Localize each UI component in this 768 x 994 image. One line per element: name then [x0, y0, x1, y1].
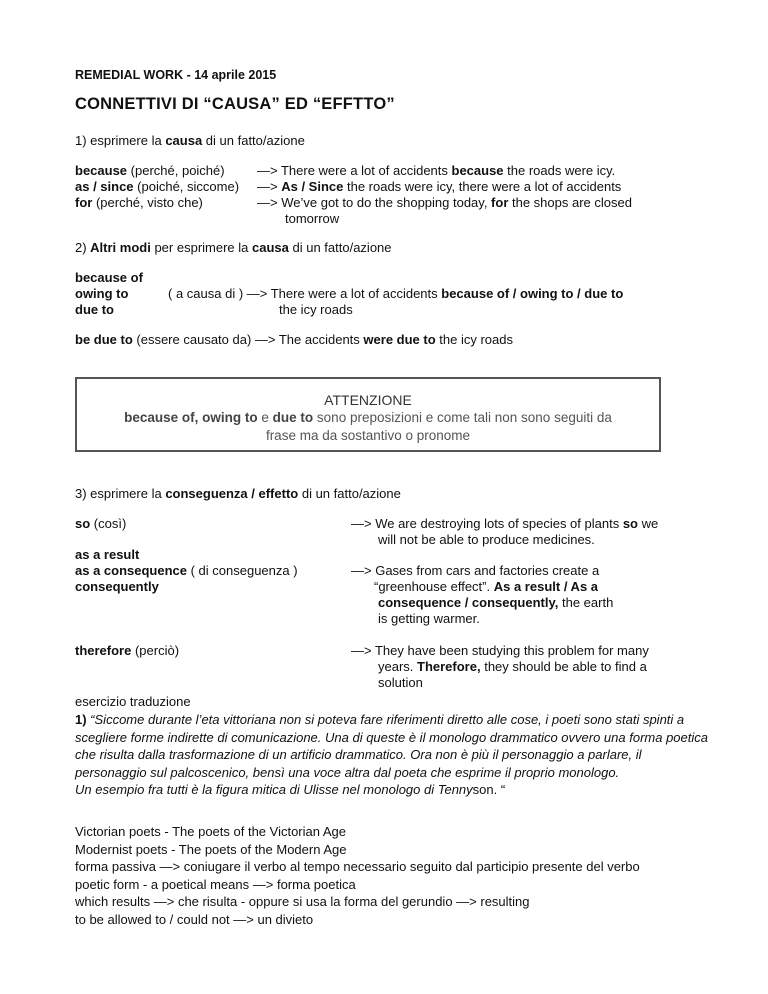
note-line: Modernist poets - The poets of the Modern Age — [75, 841, 347, 857]
s1-example-because: —> There were a lot of accidents because the roads were icy. — [257, 163, 616, 178]
s2-be-due-to: be due to (essere causato da) —> The accidents were due to the icy roads — [75, 332, 513, 347]
s3-example-result-3: consequence / consequently, the earth — [378, 595, 614, 610]
section-3-heading: 3) esprimere la conseguenza / effetto di un fatto/azione — [75, 486, 401, 501]
s3-term-so: so (così) — [75, 516, 127, 531]
document-header: REMEDIAL WORK - 14 aprile 2015 — [75, 68, 277, 82]
s3-example-therefore-3: solution — [378, 675, 423, 690]
s1-term-because: because (perché, poiché) — [75, 163, 225, 178]
s3-example-result-1: —> Gases from cars and factories create a — [351, 563, 600, 578]
s1-example-for: —> We’ve got to do the shopping today, for the shops are closed — [257, 195, 632, 210]
s1-term-for: for (perché, visto che) — [75, 195, 203, 210]
s3-term-therefore: therefore (perciò) — [75, 643, 180, 658]
note-line: forma passiva —> coniugare il verbo al tempo necessario seguito dal participio presente del verbo — [75, 859, 640, 874]
exercise-label: esercizio traduzione — [75, 694, 191, 709]
notes-list — [75, 823, 725, 928]
s2-example-cont: the icy roads — [279, 302, 353, 317]
s1-example-as-since: —> As / Since the roads were icy, there were a lot of accidents — [257, 179, 622, 194]
s3-example-result-4: is getting warmer. — [378, 611, 480, 626]
note-line: which results —> che risulta - oppure si usa la forma del gerundio —> resulting — [75, 894, 530, 909]
s3-example-so-2: will not be able to produce medicines. — [378, 532, 595, 547]
s2-term-owing-to: owing to — [75, 286, 129, 301]
s1-term-as-since: as / since (poiché, siccome) — [75, 179, 240, 194]
section-2-heading: 2) Altri modi per esprimere la causa di un fatto/azione — [75, 240, 392, 255]
exercise-text: 1) “Siccome durante l’eta vittoriana non si poteva fare riferimenti diretto alle cose, i poeti sono stati spinti a scegliere forme indirette di comunicazione. Una di queste è il monologo drammatico ovvero una forma poetica che risulta dalla trasformazione di un artificio drammatico. Ora non è più il personaggio a parlare, il personaggio sul palcoscenico, bensì una voce altra dal poeta che esprime il proprio monologo. Un esempio fra tutti è la figura mitica di Ulisse nel monologo di Tennyson. “ — [75, 712, 708, 797]
attention-text-line2: frase ma da sostantivo o pronome — [265, 428, 471, 443]
note-line: poetic form - a poetical means —> forma poetica — [75, 876, 356, 892]
attention-title: ATTENZIONE — [324, 392, 412, 408]
s3-term-as-a-result: as a result — [75, 547, 140, 562]
attention-text: because of, owing to e due to sono preposizioni e come tali non sono seguiti da — [124, 410, 612, 425]
s3-example-therefore-1: —> They have been studying this problem for many — [351, 643, 649, 658]
s3-example-so-1: —> We are destroying lots of species of plants so we — [351, 516, 659, 531]
section-1-heading: 1) esprimere la causa di un fatto/azione — [75, 133, 305, 148]
note-line: Victorian poets - The poets of the Victorian Age — [75, 824, 347, 839]
s3-term-consequently: consequently — [75, 579, 159, 594]
s2-term-due-to: due to — [75, 302, 114, 317]
s3-example-therefore-2: years. Therefore, they should be able to find a — [378, 659, 647, 674]
s1-example-for-cont: tomorrow — [285, 211, 340, 226]
s2-term-because-of: because of — [75, 270, 143, 285]
document-title: CONNETTIVI DI “CAUSA” ED “EFFTTO” — [75, 95, 395, 113]
s3-term-as-a-consequence: as a consequence ( di conseguenza ) — [75, 563, 298, 578]
note-line: to be allowed to / could not —> un divieto — [75, 911, 314, 927]
attention-box — [75, 377, 661, 452]
s2-example: ( a causa di ) —> There were a lot of accidents because of / owing to / due to — [168, 286, 624, 301]
s3-example-result-2: “greenhouse effect”. As a result / As a — [374, 579, 599, 594]
